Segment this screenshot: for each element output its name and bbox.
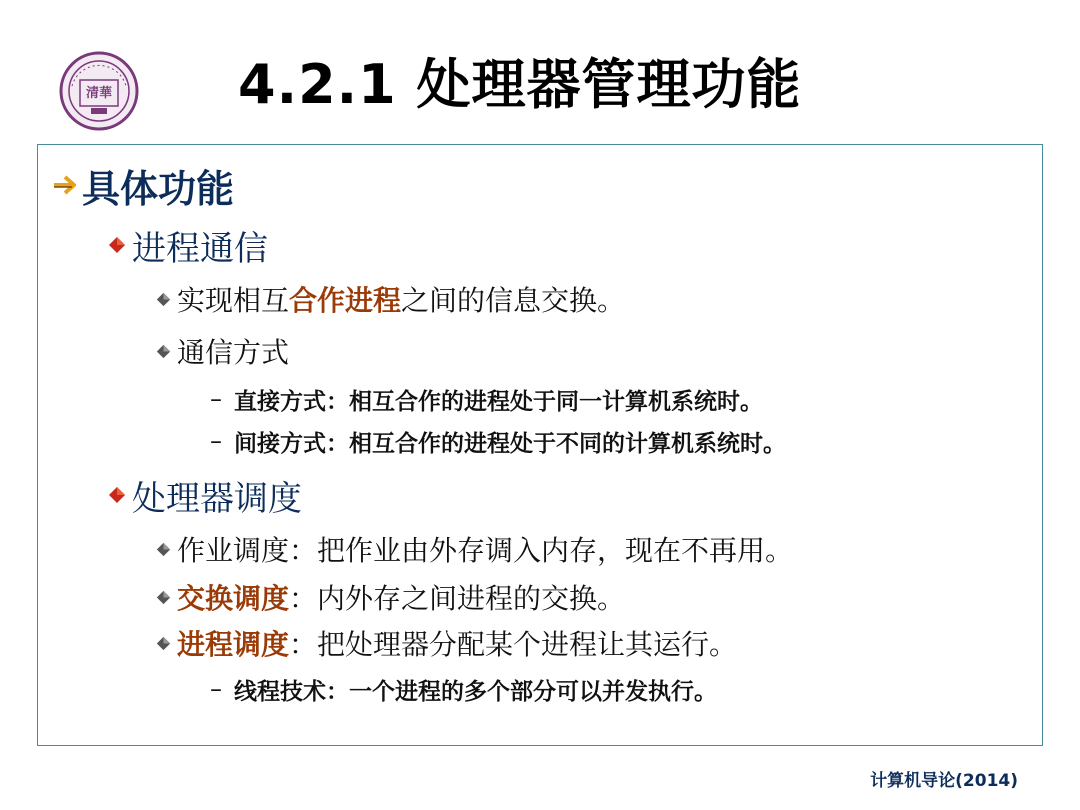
item-job-scheduling — [156, 529, 793, 569]
item-communication-method — [156, 331, 289, 371]
arrow-bullet-icon — [52, 173, 76, 197]
diamond-bullet-icon — [156, 292, 171, 307]
item-text: ：内外存之间进程的交换。 — [289, 582, 626, 615]
section-label: 处理器调度 — [132, 478, 302, 519]
subitem-indirect-method — [210, 425, 786, 457]
heading-text: 具体功能 — [82, 166, 235, 211]
dash-bullet: – — [210, 385, 222, 413]
item-text: ：把处理器分配某个进程让其运行。 — [289, 628, 738, 661]
section-label: 进程通信 — [132, 228, 268, 269]
section-process-communication — [108, 221, 268, 269]
subitem-thread-technique — [210, 673, 717, 705]
item-process-scheduling — [156, 623, 737, 663]
subitem-text: 间接方式：相互合作的进程处于不同的计算机系统时。 — [234, 430, 786, 457]
dash-bullet: – — [210, 675, 222, 703]
section-processor-scheduling — [108, 471, 302, 519]
diamond-bullet-icon — [156, 636, 171, 651]
highlight-text: 合作进程 — [289, 284, 402, 317]
item-text: 之间的信息交换。 — [401, 284, 626, 317]
diamond-bullet-icon — [156, 344, 171, 359]
university-seal-logo — [58, 50, 140, 132]
item-text: 作业调度：把作业由外存调入内存，现在不再用。 — [177, 534, 794, 567]
diamond-bullet-icon — [156, 542, 171, 557]
diamond-bullet-icon — [156, 590, 171, 605]
footer-course-name: 计算机导论(2014) — [870, 771, 1018, 791]
subitem-direct-method — [210, 383, 763, 415]
diamond-bullet-icon — [108, 236, 126, 254]
svg-text:清華: 清華 — [85, 86, 113, 101]
diamond-bullet-icon — [108, 486, 126, 504]
heading-row — [52, 159, 234, 211]
item-cooperative-process — [156, 279, 625, 319]
page-title: 4.2.1 处理器管理功能 — [238, 53, 802, 116]
subitem-text: 线程技术：一个进程的多个部分可以并发执行。 — [234, 678, 717, 705]
item-swap-scheduling — [156, 577, 625, 617]
content-box — [37, 144, 1043, 746]
highlight-text: 进程调度 — [177, 628, 290, 661]
subitem-text: 直接方式：相互合作的进程处于同一计算机系统时。 — [234, 388, 763, 415]
item-text: 实现相互 — [177, 284, 290, 317]
dash-bullet: – — [210, 427, 222, 455]
item-text: 通信方式 — [177, 336, 290, 369]
highlight-text: 交换调度 — [177, 582, 290, 615]
